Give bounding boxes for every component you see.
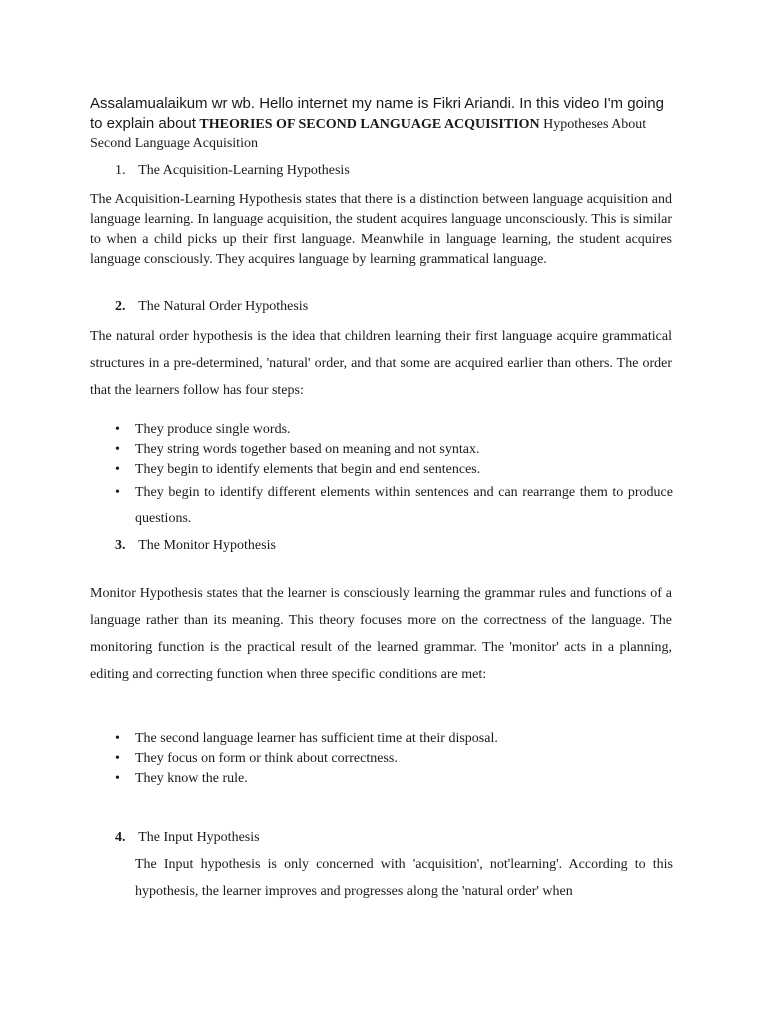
bullet-icon: •: [115, 751, 120, 766]
document-title: THEORIES OF SECOND LANGUAGE ACQUISITION: [199, 117, 540, 132]
section-2-heading: [115, 297, 675, 317]
list-item-text: They begin to identify different elements within sentences and can rearrange them to produce questions.: [135, 485, 673, 526]
list-item: [115, 749, 673, 769]
list-item-text: The second language learner has sufficient time at their disposal.: [135, 731, 498, 746]
section-3-body: Monitor Hypothesis states that the learner is consciously learning the grammar rules and functions of a language rather than its meaning. This theory focuses more on the correctness of the language. The monitoring function is the practical result of the learned grammar. The 'monitor' acts in a planning, editing and correcting function when three specific conditions are met:: [90, 586, 672, 682]
section-4-number: 4.: [115, 830, 126, 845]
intro-paragraph: [90, 94, 672, 153]
intro-subtitle: Hypotheses About Second Language Acquisition: [90, 117, 647, 151]
list-item: [115, 460, 673, 480]
section-1-number: 1.: [115, 163, 126, 178]
section-2-title: The Natural Order Hypothesis: [138, 299, 309, 314]
section-4-title: The Input Hypothesis: [138, 830, 260, 845]
list-item-text: They know the rule.: [135, 771, 248, 786]
bullet-icon: •: [115, 485, 120, 500]
section-3-title: The Monitor Hypothesis: [138, 538, 276, 553]
list-item-text: They produce single words.: [135, 422, 291, 437]
list-item: [115, 420, 673, 440]
list-item-text: They focus on form or think about correctness.: [135, 751, 398, 766]
bullet-icon: •: [115, 462, 120, 477]
section-2-bullet-list: [115, 420, 673, 532]
list-item-text: They begin to identify elements that begin and end sentences.: [135, 462, 481, 477]
section-1-title: The Acquisition-Learning Hypothesis: [138, 163, 350, 178]
list-item: [115, 480, 673, 532]
section-2-number: 2.: [115, 299, 126, 314]
list-item-text: They string words together based on meaning and not syntax.: [135, 442, 480, 457]
bullet-icon: •: [115, 422, 120, 437]
section-3-heading: [115, 536, 675, 556]
section-3-number: 3.: [115, 538, 126, 553]
list-item: [115, 440, 673, 460]
list-item: [115, 729, 673, 749]
section-1-heading: [115, 161, 675, 181]
bullet-icon: •: [115, 731, 120, 746]
bullet-icon: •: [115, 771, 120, 786]
section-4-body: The Input hypothesis is only concerned with 'acquisition', not'learning'. According to this hypothesis, the learner improves and progresses along the 'natural order' when: [135, 857, 673, 899]
intro-greeting: Assalamualaikum wr wb. Hello internet my name is Fikri Ariandi. In this video I'm going to explain about: [90, 95, 664, 132]
section-4-heading: [115, 828, 675, 848]
bullet-icon: •: [115, 442, 120, 457]
list-item: [115, 769, 673, 789]
section-2-body: The natural order hypothesis is the idea that children learning their first language acquire grammatical structures in a pre-determined, 'natural' order, and that some are acquired earlier than others. The order that the learners follow has four steps:: [90, 329, 672, 398]
section-3-bullet-list: [115, 729, 673, 789]
section-1-body: The Acquisition-Learning Hypothesis states that there is a distinction between language acquisition and language learning. In language acquisition, the student acquires language unconsciously. This is similar to when a child picks up their first language. Meanwhile in language learning, the student acquires language consciously. They acquires language by learning grammatical language.: [90, 192, 672, 267]
